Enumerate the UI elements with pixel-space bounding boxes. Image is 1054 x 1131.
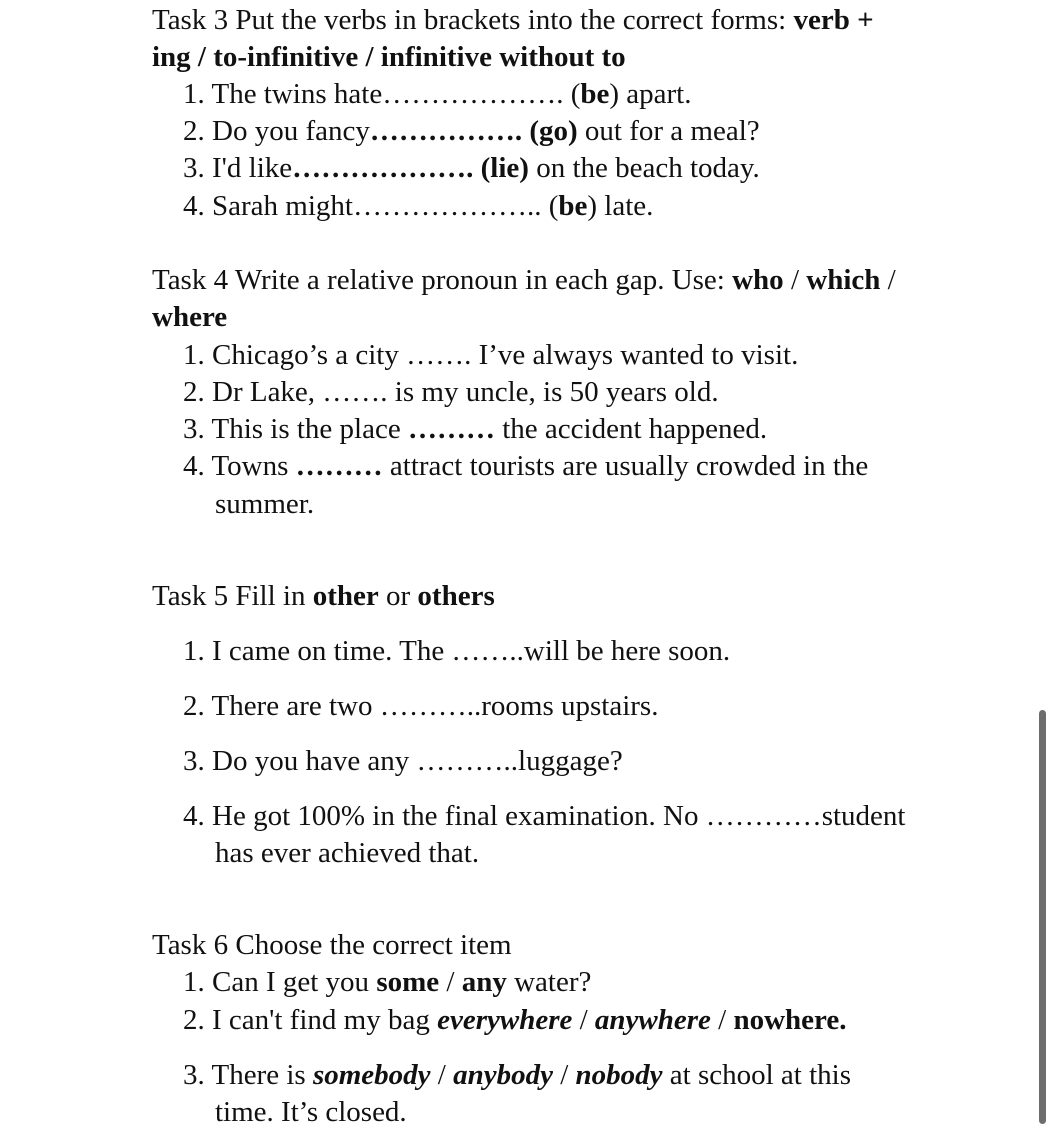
item-text: attract tourists are usually crowded in the [382,450,869,482]
separator: or [378,580,418,612]
option-others: others [417,580,495,612]
item-text: 1. Chicago’s a city ……. I’ve always wanted to visit. [183,339,799,371]
task4-item-1 [183,337,798,374]
task6-item-3 [183,1057,851,1094]
task4-heading-line2 [152,299,227,336]
separator: / [552,1059,576,1091]
item-text: on the beach today. [528,152,760,184]
separator: / [783,264,807,296]
item-text: at school at this [662,1059,852,1091]
task6-item-3-continued [215,1094,407,1131]
task4-item-3 [183,411,767,448]
task3-item-4 [183,188,653,225]
choice-everywhere: everywhere [437,1004,573,1036]
task5-heading [152,578,495,615]
item-gap: ……… [407,413,495,445]
choice-anywhere: anywhere [594,1004,711,1036]
item-verb: ……………. (go) [369,115,578,147]
item-text: has ever achieved that. [215,837,480,869]
item-text: 3. Do you have any ………..luggage? [183,745,623,777]
item-text: 3. There is [183,1059,313,1091]
item-text: 1. I came on time. The ……..will be here soon. [183,635,731,667]
choice-nobody: nobody [575,1059,663,1091]
task3-heading-line1 [152,2,874,39]
item-verb: be [580,78,610,110]
separator: / [710,1004,734,1036]
task4-item-2 [183,374,719,411]
separator: / [572,1004,595,1036]
item-text: 4. He got 100% in the final examination. No …………student [183,800,906,832]
item-text: 2. Dr Lake, ……. is my uncle, is 50 years old. [183,376,719,408]
item-text: the accident happened. [494,413,768,445]
item-text: 2. There are two ………..rooms upstairs. [183,690,659,722]
task3-heading-forms: ing / to-infinitive / infinitive without to [152,41,626,73]
task4-item-4-continued [215,486,314,523]
task3-item-1 [183,76,692,113]
task6-item-1 [183,964,591,1001]
task3-heading-bold: verb + [793,4,874,36]
task4-item-4 [183,448,868,485]
choice-nowhere: nowhere. [733,1004,847,1036]
item-text: 3. This is the place [183,413,408,445]
item-text: ) late. [587,190,654,222]
task4-heading-line1 [152,262,896,299]
item-text: 2. I can't find my bag [183,1004,438,1036]
option-who: who [732,264,784,296]
option-other: other [312,580,379,612]
item-gap: ……… [295,450,383,482]
choice-somebody: somebody [312,1059,431,1091]
task4-heading-text: Task 4 Write a relative pronoun in each gap. Use: [152,264,733,296]
item-verb: be [558,190,588,222]
task5-item-2 [183,688,658,725]
item-text: 4. Sarah might……………….. ( [183,190,559,222]
item-text: water? [506,966,592,998]
task5-item-4 [183,798,905,835]
item-text: 2. Do you fancy [183,115,370,147]
item-text: time. It’s closed. [215,1096,407,1128]
task3-item-3 [183,150,760,187]
item-text: 1. The twins hate………………. ( [183,78,581,110]
task5-heading-text: Task 5 Fill in [152,580,313,612]
task3-item-2 [183,113,760,150]
task5-item-1 [183,633,730,670]
item-text: ) apart. [609,78,692,110]
choice-any: any [461,966,507,998]
separator: / [439,966,462,998]
item-text: 3. I'd like [183,152,293,184]
task6-heading-text: Task 6 Choose the correct item [152,929,512,961]
choice-anybody: anybody [453,1059,553,1091]
vertical-scrollbar[interactable] [1039,710,1046,1124]
item-text: out for a meal? [577,115,760,147]
task5-item-3 [183,743,623,780]
task5-item-4-continued [215,835,479,872]
separator: / [430,1059,454,1091]
item-text: 4. Towns [183,450,296,482]
item-text: 1. Can I get you [183,966,377,998]
item-text: summer. [215,488,315,520]
task6-item-2 [183,1002,847,1039]
option-where: where [152,301,228,333]
choice-some: some [376,966,440,998]
option-which: which [806,264,881,296]
task3-heading-text: Task 3 Put the verbs in brackets into the correct forms: [152,4,794,36]
separator: / [880,264,896,296]
task3-heading-line2 [152,39,626,76]
task6-heading [152,927,512,964]
item-verb: ………………. (lie) [292,152,529,184]
